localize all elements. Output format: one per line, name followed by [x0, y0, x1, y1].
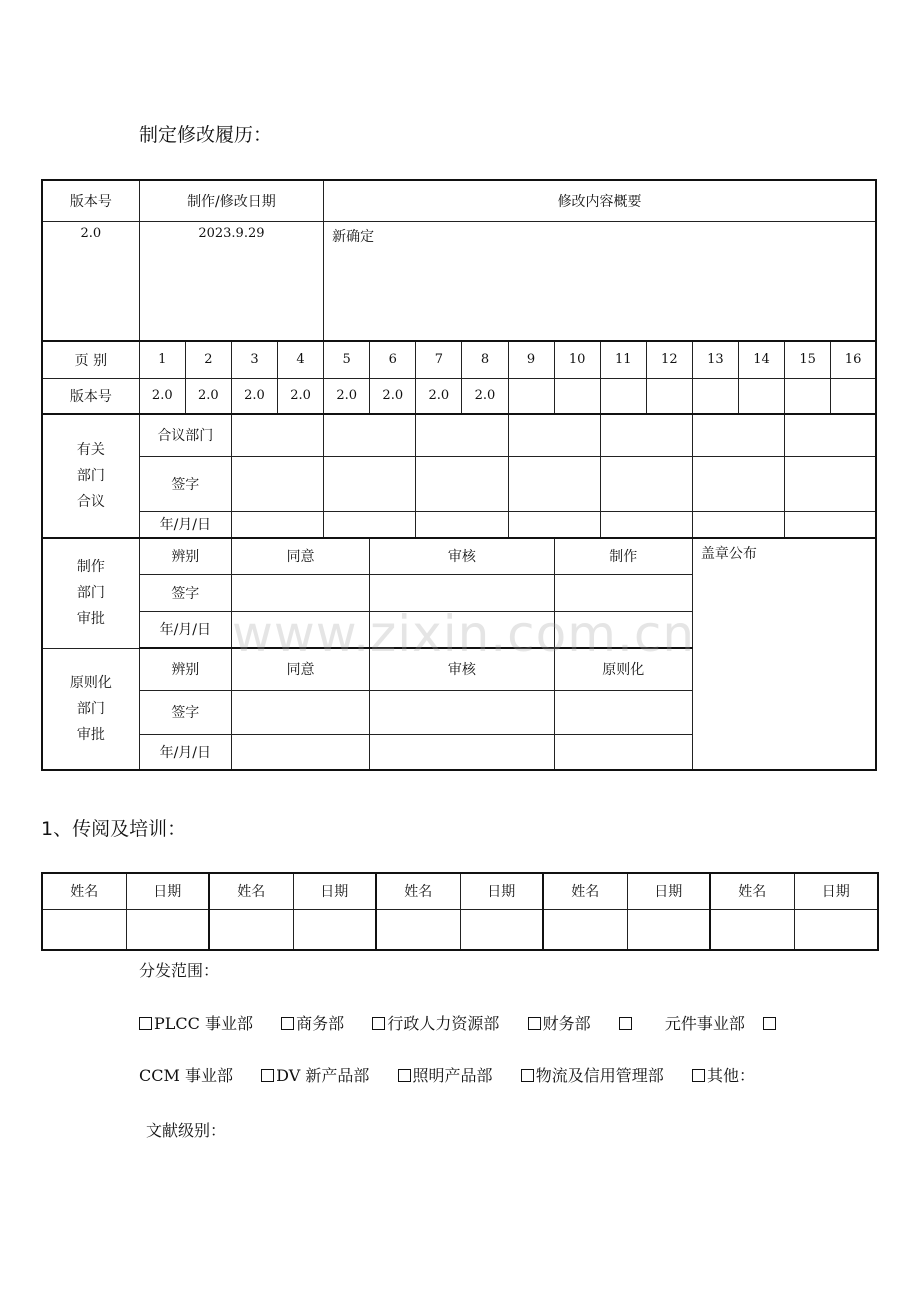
consult-row-label: 年/月/日	[139, 511, 231, 538]
principle-date-cell[interactable]	[370, 734, 554, 770]
label-line: 审批	[76, 611, 105, 628]
consult-cell[interactable]	[692, 511, 784, 538]
col-name: 姓名	[710, 873, 794, 909]
principle-row-label: 辨别	[139, 648, 231, 690]
label-line: 部门	[76, 468, 105, 484]
consult-cell[interactable]	[600, 456, 692, 511]
page-title: 制定修改履历：	[139, 124, 273, 146]
make-row-label: 签字	[139, 574, 231, 611]
name-cell[interactable]	[543, 909, 627, 950]
date-cell[interactable]	[126, 909, 209, 950]
label-line: 原则化	[69, 674, 112, 691]
label-line: 有关	[76, 442, 105, 458]
checkbox[interactable]	[281, 1017, 294, 1030]
consult-cell[interactable]	[231, 456, 323, 511]
page-version	[600, 378, 646, 414]
make-col-review: 审核	[370, 538, 554, 574]
make-row-label: 辨别	[139, 538, 231, 574]
checkbox[interactable]	[763, 1017, 776, 1030]
consult-cell[interactable]	[508, 414, 600, 456]
distribution-line-1	[139, 1011, 778, 1034]
consult-cell[interactable]	[324, 414, 416, 456]
label-line: 合议	[76, 494, 105, 510]
dept-business: 商务部	[296, 1014, 345, 1033]
principle-dept-label	[42, 648, 139, 770]
dept-plcc: PLCC 事业部	[154, 1014, 253, 1033]
page-version	[508, 378, 554, 414]
page-version	[554, 378, 600, 414]
dept-lighting: 照明产品部	[412, 1066, 493, 1085]
principle-date-cell[interactable]	[554, 734, 692, 770]
distribution-label: 分发范围：	[139, 961, 220, 980]
principle-row-label: 签字	[139, 690, 231, 734]
consult-cell[interactable]	[508, 456, 600, 511]
page-version: 2.0	[462, 378, 508, 414]
history-version: 2.0	[42, 221, 139, 341]
page-number: 15	[785, 341, 831, 378]
dept-ccm: CCM 事业部	[139, 1066, 233, 1085]
make-col-agree: 同意	[231, 538, 369, 574]
page-number: 10	[554, 341, 600, 378]
checkbox[interactable]	[372, 1017, 385, 1030]
page-number: 11	[600, 341, 646, 378]
principle-row-label: 年/月/日	[139, 734, 231, 770]
make-col-make: 制作	[554, 538, 692, 574]
principle-col-agree: 同意	[231, 648, 369, 690]
principle-col-principle: 原则化	[554, 648, 692, 690]
dept-other: 其他：	[706, 1066, 755, 1085]
page-version	[785, 378, 831, 414]
col-name: 姓名	[209, 873, 293, 909]
date-cell[interactable]	[293, 909, 376, 950]
page-number: 4	[278, 341, 324, 378]
checkbox[interactable]	[528, 1017, 541, 1030]
col-date: 日期	[460, 873, 543, 909]
consult-cell[interactable]	[231, 414, 323, 456]
circulation-table	[41, 872, 879, 951]
consult-cell[interactable]	[508, 511, 600, 538]
distribution-line-2	[139, 1063, 755, 1086]
col-date: 日期	[794, 873, 878, 909]
consult-cell[interactable]	[416, 414, 508, 456]
page-number: 9	[508, 341, 554, 378]
header-date: 制作/修改日期	[139, 180, 323, 221]
principle-sign-cell[interactable]	[231, 690, 369, 734]
consult-cell[interactable]	[324, 456, 416, 511]
col-name: 姓名	[42, 873, 126, 909]
revision-history-table	[41, 179, 877, 771]
consult-row-label: 签字	[139, 456, 231, 511]
date-cell[interactable]	[460, 909, 543, 950]
consult-cell[interactable]	[324, 511, 416, 538]
checkbox[interactable]	[692, 1069, 705, 1082]
page-version	[831, 378, 876, 414]
checkbox[interactable]	[521, 1069, 534, 1082]
consult-cell[interactable]	[785, 414, 876, 456]
page-number: 2	[185, 341, 231, 378]
page-version	[738, 378, 784, 414]
consult-cell[interactable]	[416, 456, 508, 511]
name-cell[interactable]	[209, 909, 293, 950]
principle-sign-cell[interactable]	[370, 690, 554, 734]
page-version: 2.0	[185, 378, 231, 414]
principle-sign-cell[interactable]	[554, 690, 692, 734]
seal-area: 盖章公布	[692, 538, 876, 770]
make-dept-label	[42, 538, 139, 648]
name-cell[interactable]	[710, 909, 794, 950]
page-version: 2.0	[416, 378, 462, 414]
page-number: 7	[416, 341, 462, 378]
col-date: 日期	[293, 873, 376, 909]
consult-cell[interactable]	[692, 456, 784, 511]
page-number: 8	[462, 341, 508, 378]
col-date: 日期	[126, 873, 209, 909]
label-line: 制作	[76, 559, 105, 576]
dept-logistics: 物流及信用管理部	[535, 1066, 664, 1085]
checkbox[interactable]	[261, 1069, 274, 1082]
make-row-label: 年/月/日	[139, 611, 231, 648]
page-number: 6	[370, 341, 416, 378]
page-number: 12	[646, 341, 692, 378]
page-version: 2.0	[278, 378, 324, 414]
consult-cell[interactable]	[785, 456, 876, 511]
document-level-label: 文献级别：	[146, 1121, 227, 1140]
history-summary: 新确定	[324, 221, 876, 341]
label-line: 审批	[76, 726, 105, 743]
date-cell[interactable]	[627, 909, 710, 950]
header-summary: 修改内容概要	[324, 180, 876, 221]
consult-cell[interactable]	[600, 511, 692, 538]
consult-cell[interactable]	[785, 511, 876, 538]
page-version: 2.0	[231, 378, 277, 414]
date-cell[interactable]	[794, 909, 878, 950]
page-number: 1	[139, 341, 185, 378]
consult-cell[interactable]	[416, 511, 508, 538]
dept-hr: 行政人力资源部	[387, 1014, 500, 1033]
dept-components: 元件事业部	[664, 1014, 745, 1033]
page-number: 3	[231, 341, 277, 378]
consult-cell[interactable]	[692, 414, 784, 456]
header-version: 版本号	[42, 180, 139, 221]
page-version: 2.0	[324, 378, 370, 414]
page-version	[646, 378, 692, 414]
page-number: 14	[738, 341, 784, 378]
consult-row-label: 合议部门	[139, 414, 231, 456]
checkbox[interactable]	[398, 1069, 411, 1082]
checkbox[interactable]	[139, 1017, 152, 1030]
label-line: 部门	[76, 585, 105, 602]
page-version: 2.0	[370, 378, 416, 414]
principle-date-cell[interactable]	[231, 734, 369, 770]
checkbox[interactable]	[619, 1017, 632, 1030]
dept-dv: DV 新产品部	[276, 1066, 370, 1085]
col-name: 姓名	[543, 873, 627, 909]
name-cell[interactable]	[376, 909, 460, 950]
consult-cell[interactable]	[600, 414, 692, 456]
page-label: 页 别	[42, 341, 139, 378]
page-number: 13	[692, 341, 738, 378]
name-cell[interactable]	[42, 909, 126, 950]
col-date: 日期	[627, 873, 710, 909]
consult-cell[interactable]	[231, 511, 323, 538]
page-version: 2.0	[139, 378, 185, 414]
watermark: www.zixin.com.cn	[232, 605, 696, 663]
page-number: 5	[324, 341, 370, 378]
dept-finance: 财务部	[542, 1014, 591, 1033]
principle-col-review: 审核	[370, 648, 554, 690]
label-line: 部门	[76, 700, 105, 717]
page-number: 16	[831, 341, 876, 378]
col-name: 姓名	[376, 873, 460, 909]
history-date: 2023.9.29	[139, 221, 323, 341]
page-version-label: 版本号	[42, 378, 139, 414]
page-version	[692, 378, 738, 414]
consult-dept-label	[42, 414, 139, 538]
section-circulation-title: 1、传阅及培训：	[41, 818, 187, 840]
